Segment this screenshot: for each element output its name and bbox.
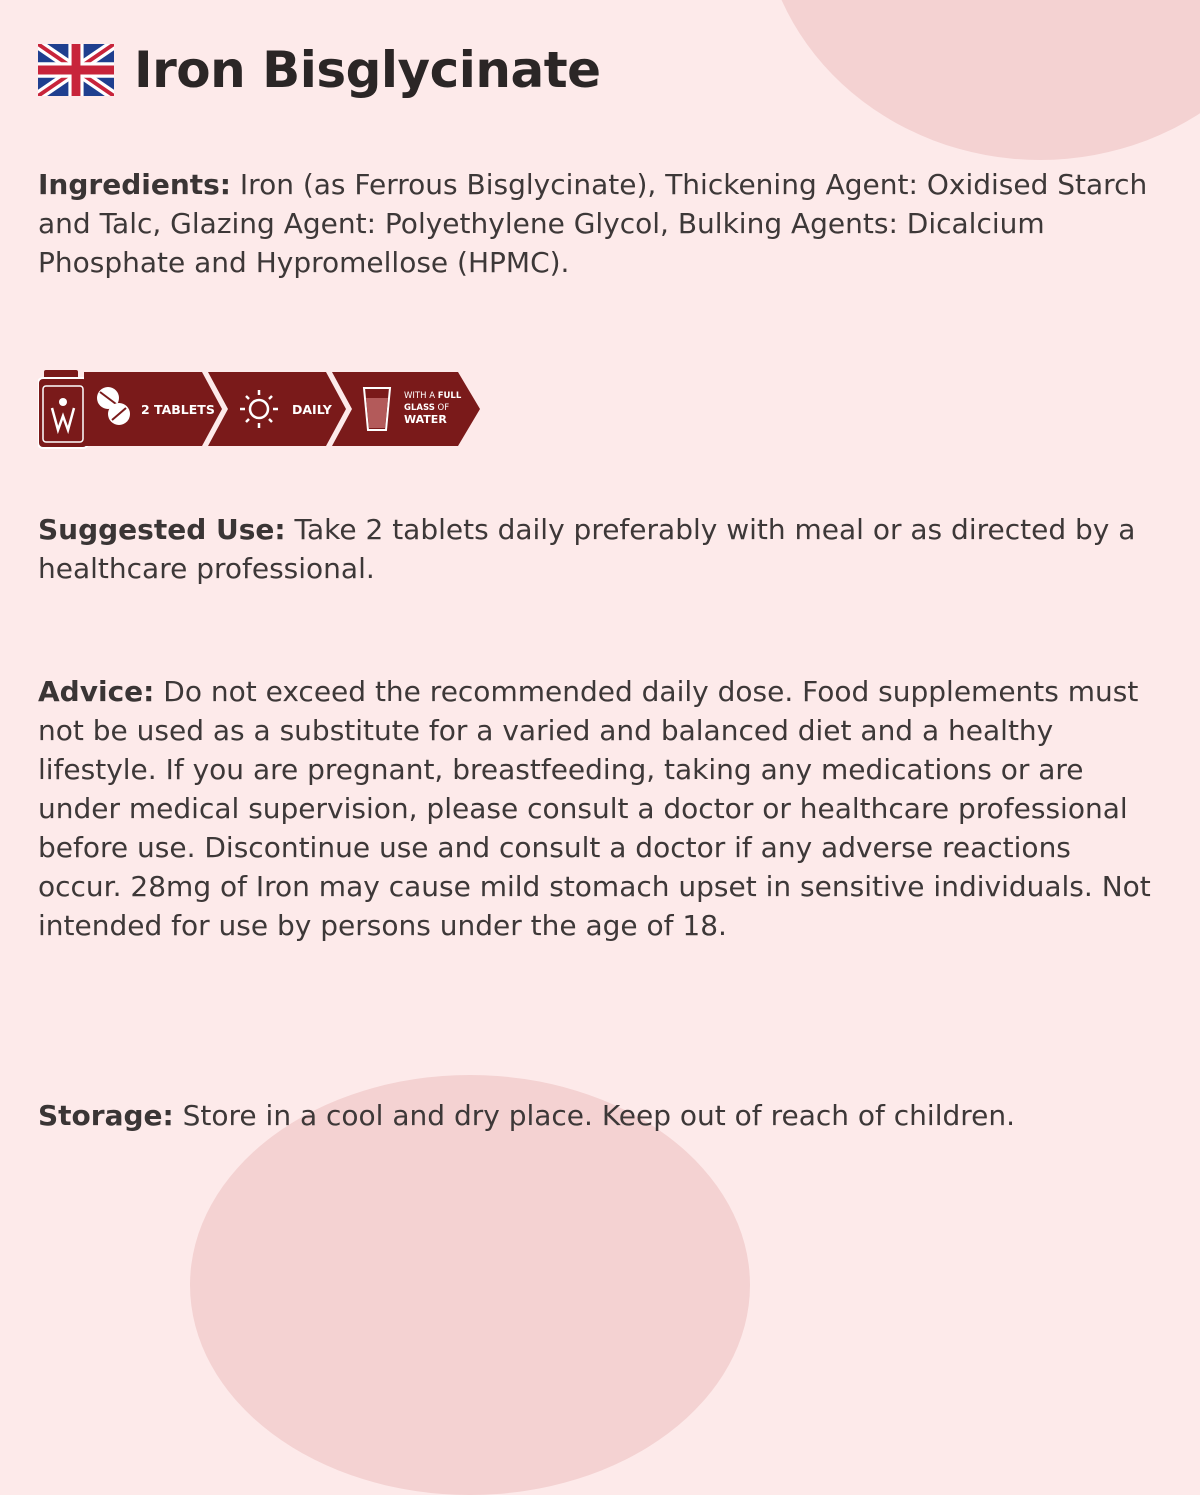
advice-text: Do not exceed the recommended daily dose. Food supplements must not be used as a substitute for a varied and balanced diet and a healthy lifestyle. If you are pregnant, breastfeeding, taking any medications or are under medical supervision, please consult a doctor or healthcare professional before use. Discontinue use and consult a doctor if any adverse reactions occur. 28mg of Iron may cause mild stomach upset in sensitive individuals. Not intended for use by persons under the age of 18. [38,675,1151,942]
supplement-bottle-icon [38,370,88,448]
uk-flag-icon [38,44,114,96]
ingredients-label: Ingredients: [38,168,232,201]
page-title: Iron Bisglycinate [134,41,601,99]
storage-section [38,1096,1158,1135]
water-line-1: WITH A FULL [404,391,462,401]
suggested-use-text: Take 2 tablets daily preferably with meal or as directed by a healthcare professional. [38,513,1136,585]
suggested-use-label: Suggested Use: [38,513,286,546]
daily-label: DAILY [292,402,332,417]
dosage-banner [38,368,483,450]
advice-section [38,672,1158,945]
decorative-blob-top [760,0,1200,160]
page-header [38,41,601,99]
decorative-blob-bottom [190,1075,750,1495]
ingredients-section [38,165,1158,282]
advice-label: Advice: [38,675,155,708]
suggested-use-section [38,510,1158,588]
water-line-3: WATER [404,413,447,426]
tablets-label: 2 TABLETS [141,402,215,417]
storage-label: Storage: [38,1099,174,1132]
water-line-2: GLASS OF [404,403,450,413]
storage-text: Store in a cool and dry place. Keep out of reach of children. [173,1099,1016,1132]
ingredients-text: Iron (as Ferrous Bisglycinate), Thickening Agent: Oxidised Starch and Talc, Glazing Agent: Polyethylene Glycol, Bulking Agents: Dicalcium Phosphate and Hypromellose (HPMC). [38,168,1148,279]
